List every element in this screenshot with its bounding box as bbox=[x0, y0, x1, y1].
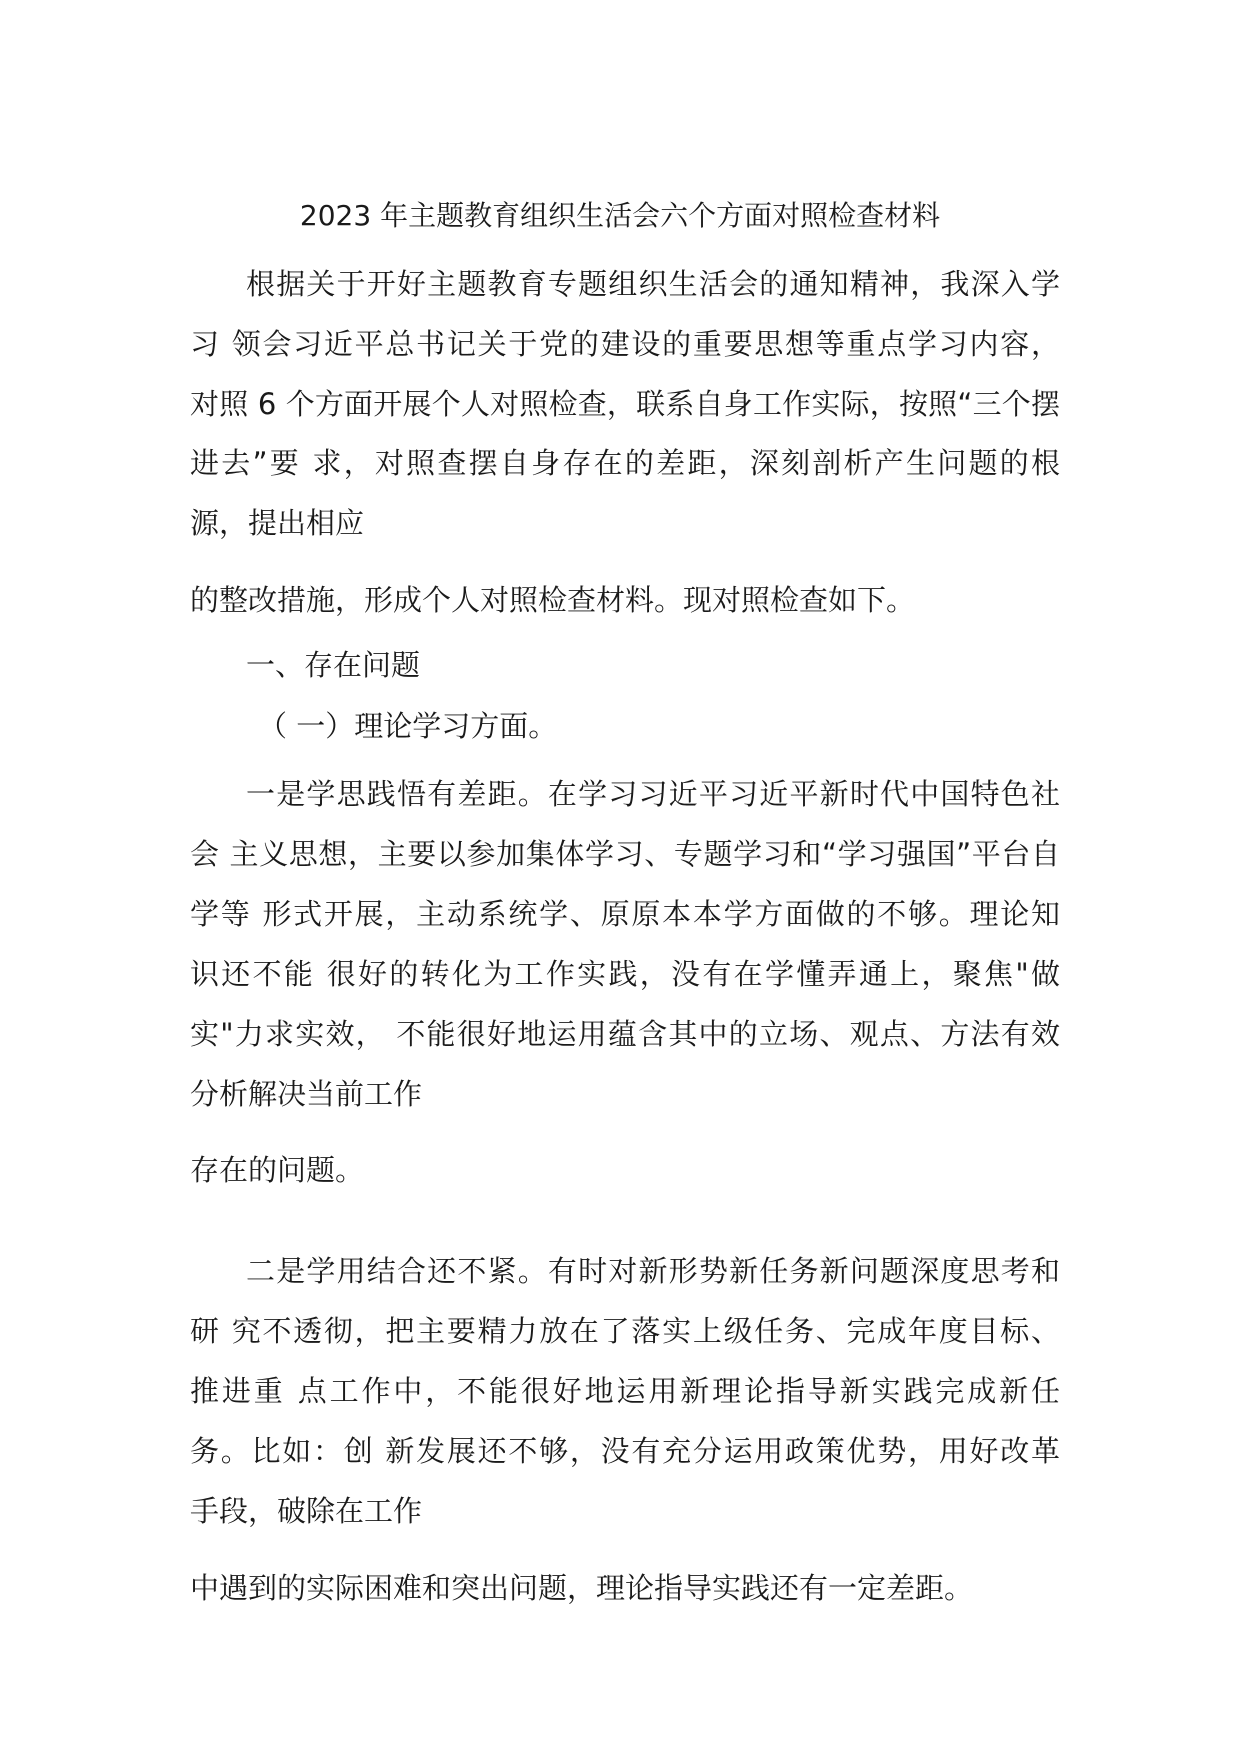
paragraph-line: 一是学思践悟有差距。在学习习近平习近平新时代中国特色社 bbox=[246, 777, 1060, 811]
paragraph-line: 根据关于开好主题教育专题组织生活会的通知精神，我深入学 bbox=[246, 267, 1060, 301]
paragraph-line: 推进重 点工作中，不能很好地运用新理论指导新实践完成新任 bbox=[190, 1374, 1060, 1408]
paragraph-line: 实"力求实效， 不能很好地运用蕴含其中的立场、观点、方法有效 bbox=[190, 1017, 1060, 1051]
paragraph-line: 识还不能 很好的转化为工作实践，没有在学懂弄通上，聚焦"做 bbox=[190, 957, 1060, 991]
paragraph-line: 的整改措施，形成个人对照检查材料。现对照检查如下。 bbox=[190, 583, 916, 617]
paragraph-line: 二是学用结合还不紧。有时对新形势新任务新问题深度思考和 bbox=[246, 1254, 1060, 1288]
paragraph-line: 存在的问题。 bbox=[190, 1153, 365, 1187]
paragraph-line: 对照 6 个方面开展个人对照检查，联系自身工作实际，按照“三个摆 bbox=[190, 387, 1060, 421]
paragraph-line: 源，提出相应 bbox=[190, 506, 365, 540]
section-heading: 一、存在问题 bbox=[246, 648, 421, 682]
subsection-heading: （ 一）理论学习方面。 bbox=[258, 709, 558, 743]
paragraph-line: 会 主义思想，主要以参加集体学习、专题学习和“学习强国”平台自 bbox=[190, 837, 1060, 871]
paragraph-line: 中遇到的实际困难和突出问题，理论指导实践还有一定差距。 bbox=[190, 1571, 974, 1605]
paragraph-line: 学等 形式开展，主动系统学、原原本本学方面做的不够。理论知 bbox=[190, 897, 1060, 931]
document-title: 2023 年主题教育组织生活会六个方面对照检查材料 bbox=[299, 199, 941, 232]
paragraph-line: 分析解决当前工作 bbox=[190, 1077, 423, 1111]
paragraph-line: 手段，破除在工作 bbox=[190, 1494, 423, 1528]
paragraph-line: 务。比如：创 新发展还不够，没有充分运用政策优势，用好改革 bbox=[190, 1434, 1060, 1468]
paragraph-line: 进去”要 求，对照查摆自身存在的差距，深刻剖析产生问题的根 bbox=[190, 446, 1060, 480]
paragraph-line: 习 领会习近平总书记关于党的建设的重要思想等重点学习内容， bbox=[190, 327, 1060, 361]
paragraph-line: 研 究不透彻，把主要精力放在了落实上级任务、完成年度目标、 bbox=[190, 1314, 1060, 1348]
